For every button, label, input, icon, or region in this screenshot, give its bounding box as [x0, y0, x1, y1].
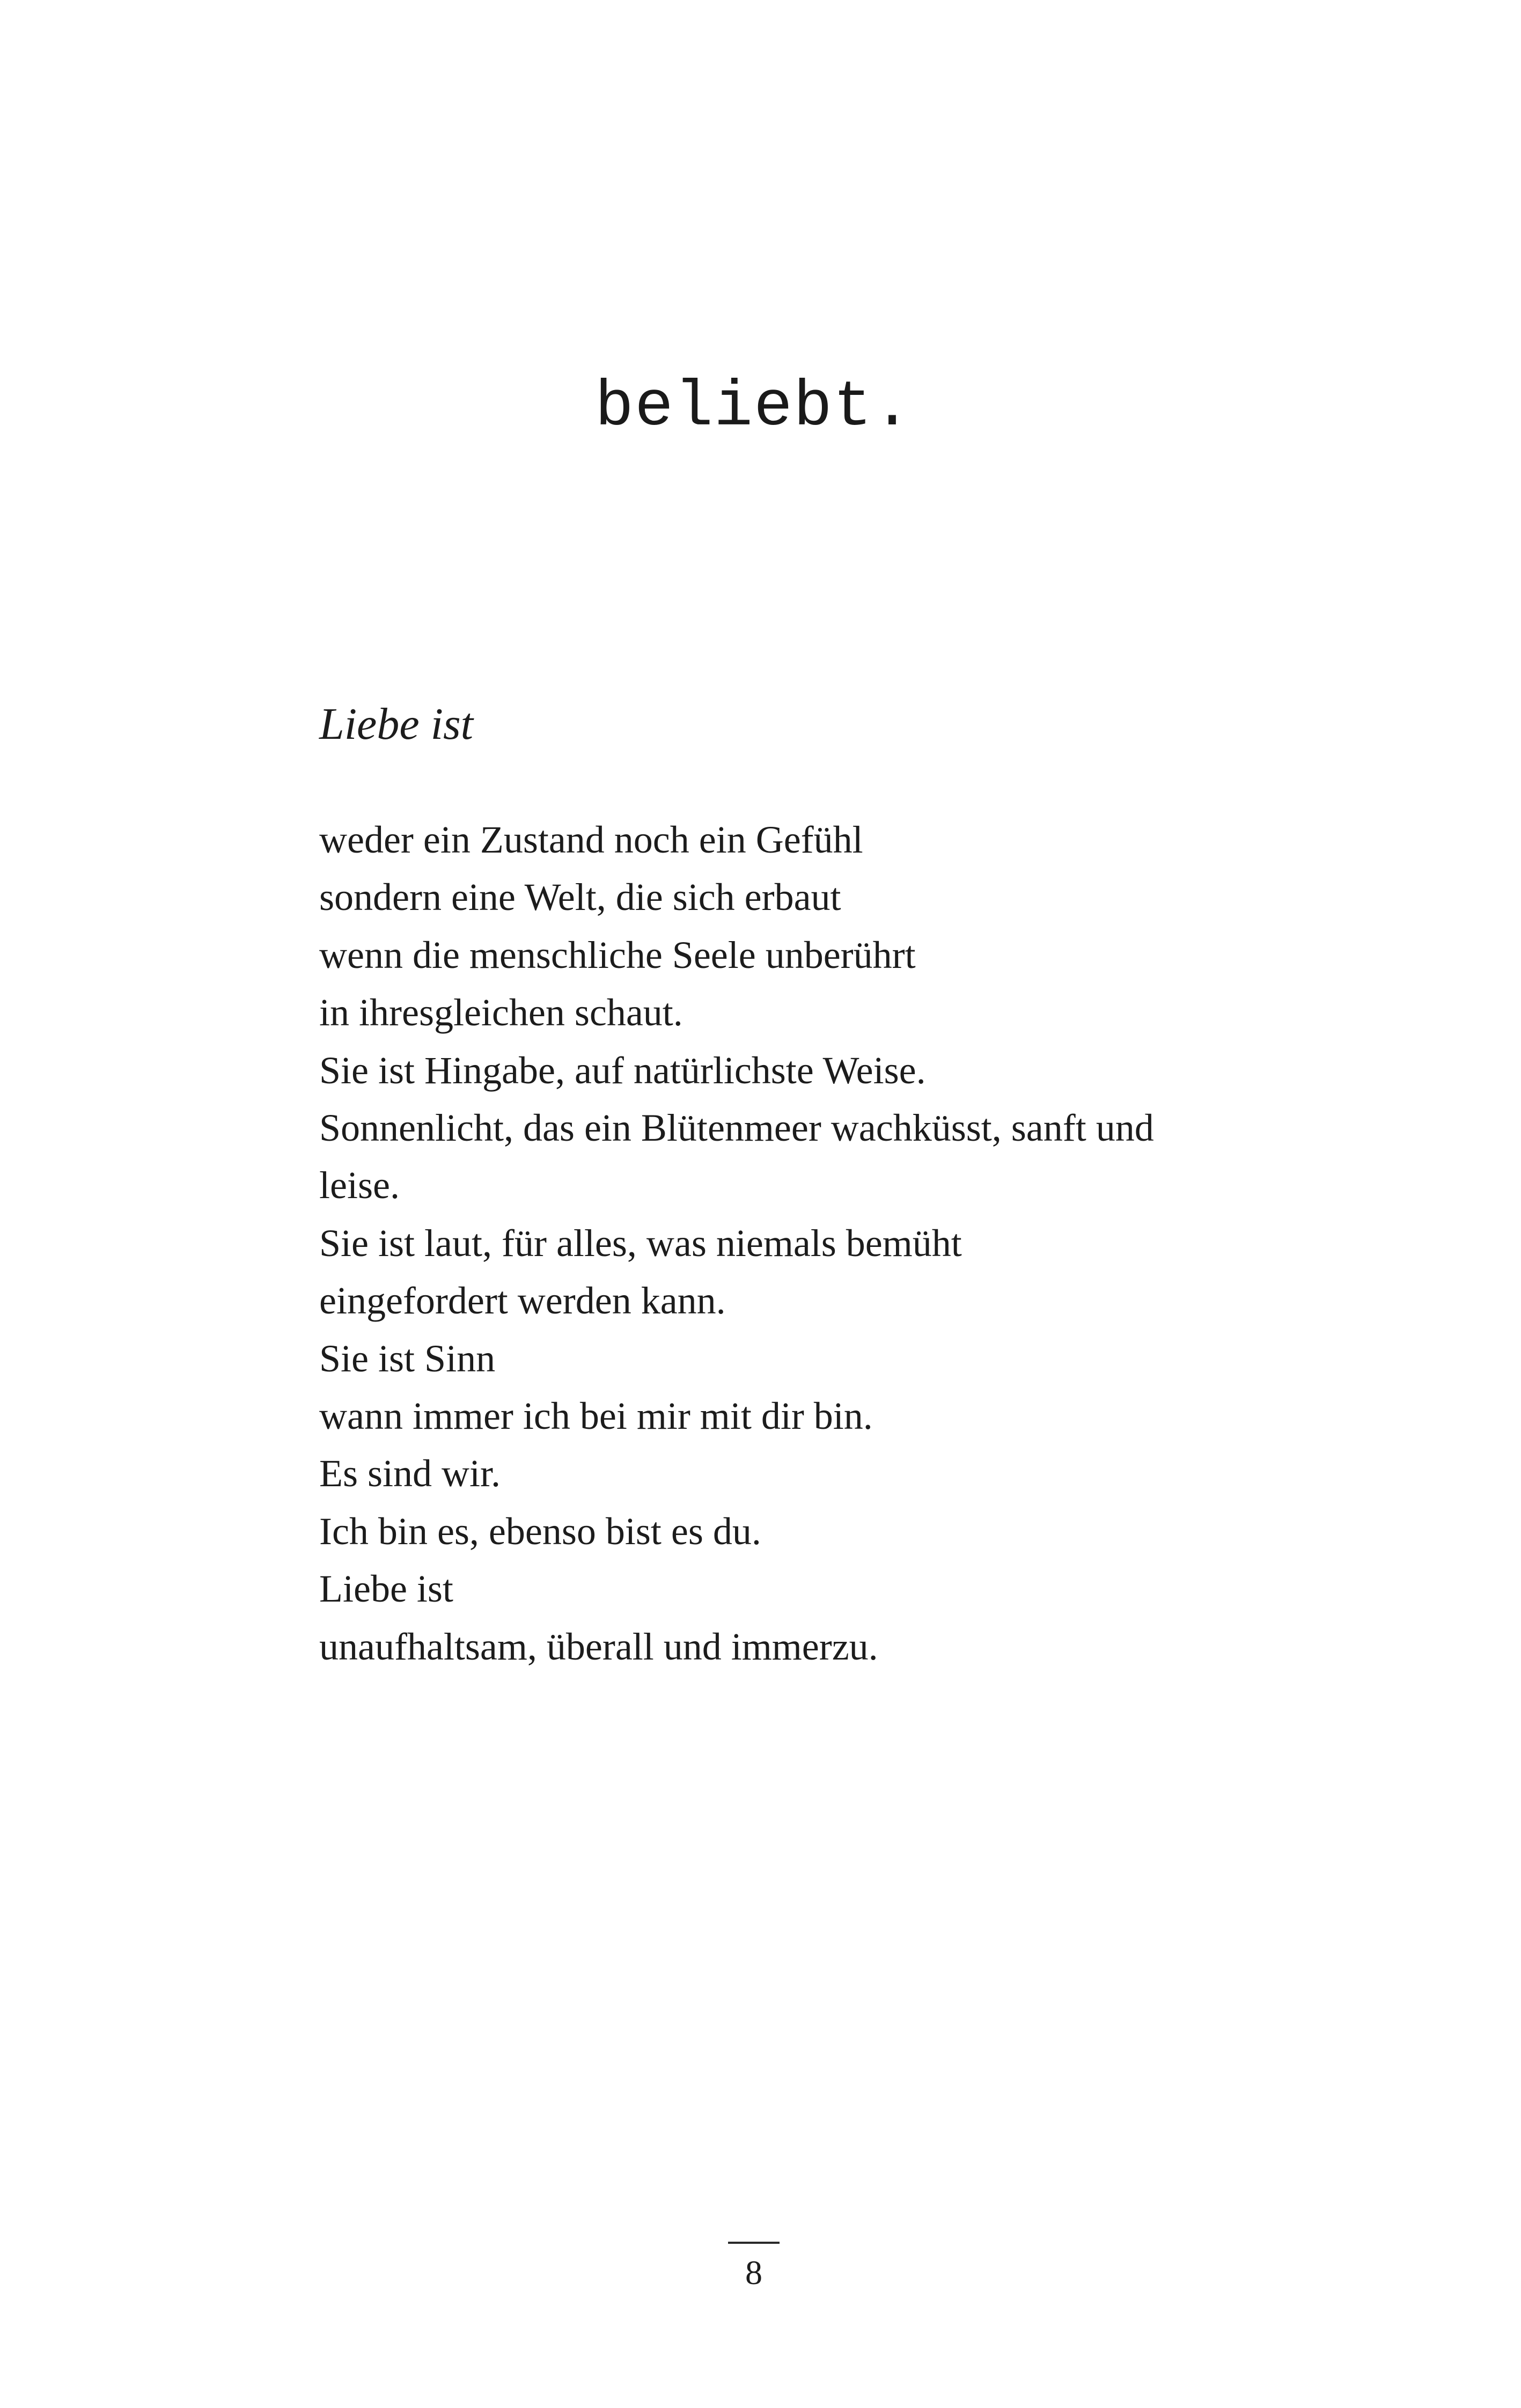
poem-line: Es sind wir. [319, 1452, 501, 1495]
poem-line: unaufhaltsam, überall und immerzu. [319, 1625, 878, 1668]
poem-line: Sie ist laut, für alles, was niemals bemüht [319, 1221, 962, 1265]
poem-line: Sie ist Sinn [319, 1337, 496, 1380]
footer-rule [728, 2242, 780, 2244]
poem-line: Ich bin es, ebenso bist es du. [319, 1509, 761, 1553]
poem-line: eingefordert werden kann. [319, 1279, 726, 1323]
page-number: 8 [745, 2253, 762, 2292]
poem-heading: Liebe ist [319, 699, 473, 749]
page-title: beliebt. [594, 371, 913, 444]
poem-line: Sonnenlicht, das ein Blütenmeer wachküsst, sanft und [319, 1106, 1154, 1150]
poem-line: leise. [319, 1164, 400, 1207]
poem-line: wann immer ich bei mir mit dir bin. [319, 1394, 873, 1438]
poem-line: weder ein Zustand noch ein Gefühl [319, 818, 863, 861]
poem-line: Sie ist Hingabe, auf natürlichste Weise. [319, 1048, 926, 1092]
poem-line: sondern eine Welt, die sich erbaut [319, 876, 841, 919]
poem [319, 698, 1419, 1676]
poem-line: wenn die menschliche Seele unberührt [319, 933, 916, 977]
poem-line: in ihresgleichen schaut. [319, 991, 683, 1034]
page-footer [0, 2242, 1508, 2294]
poem-line: Liebe ist [319, 1567, 453, 1611]
poem-lines [319, 811, 1419, 1676]
